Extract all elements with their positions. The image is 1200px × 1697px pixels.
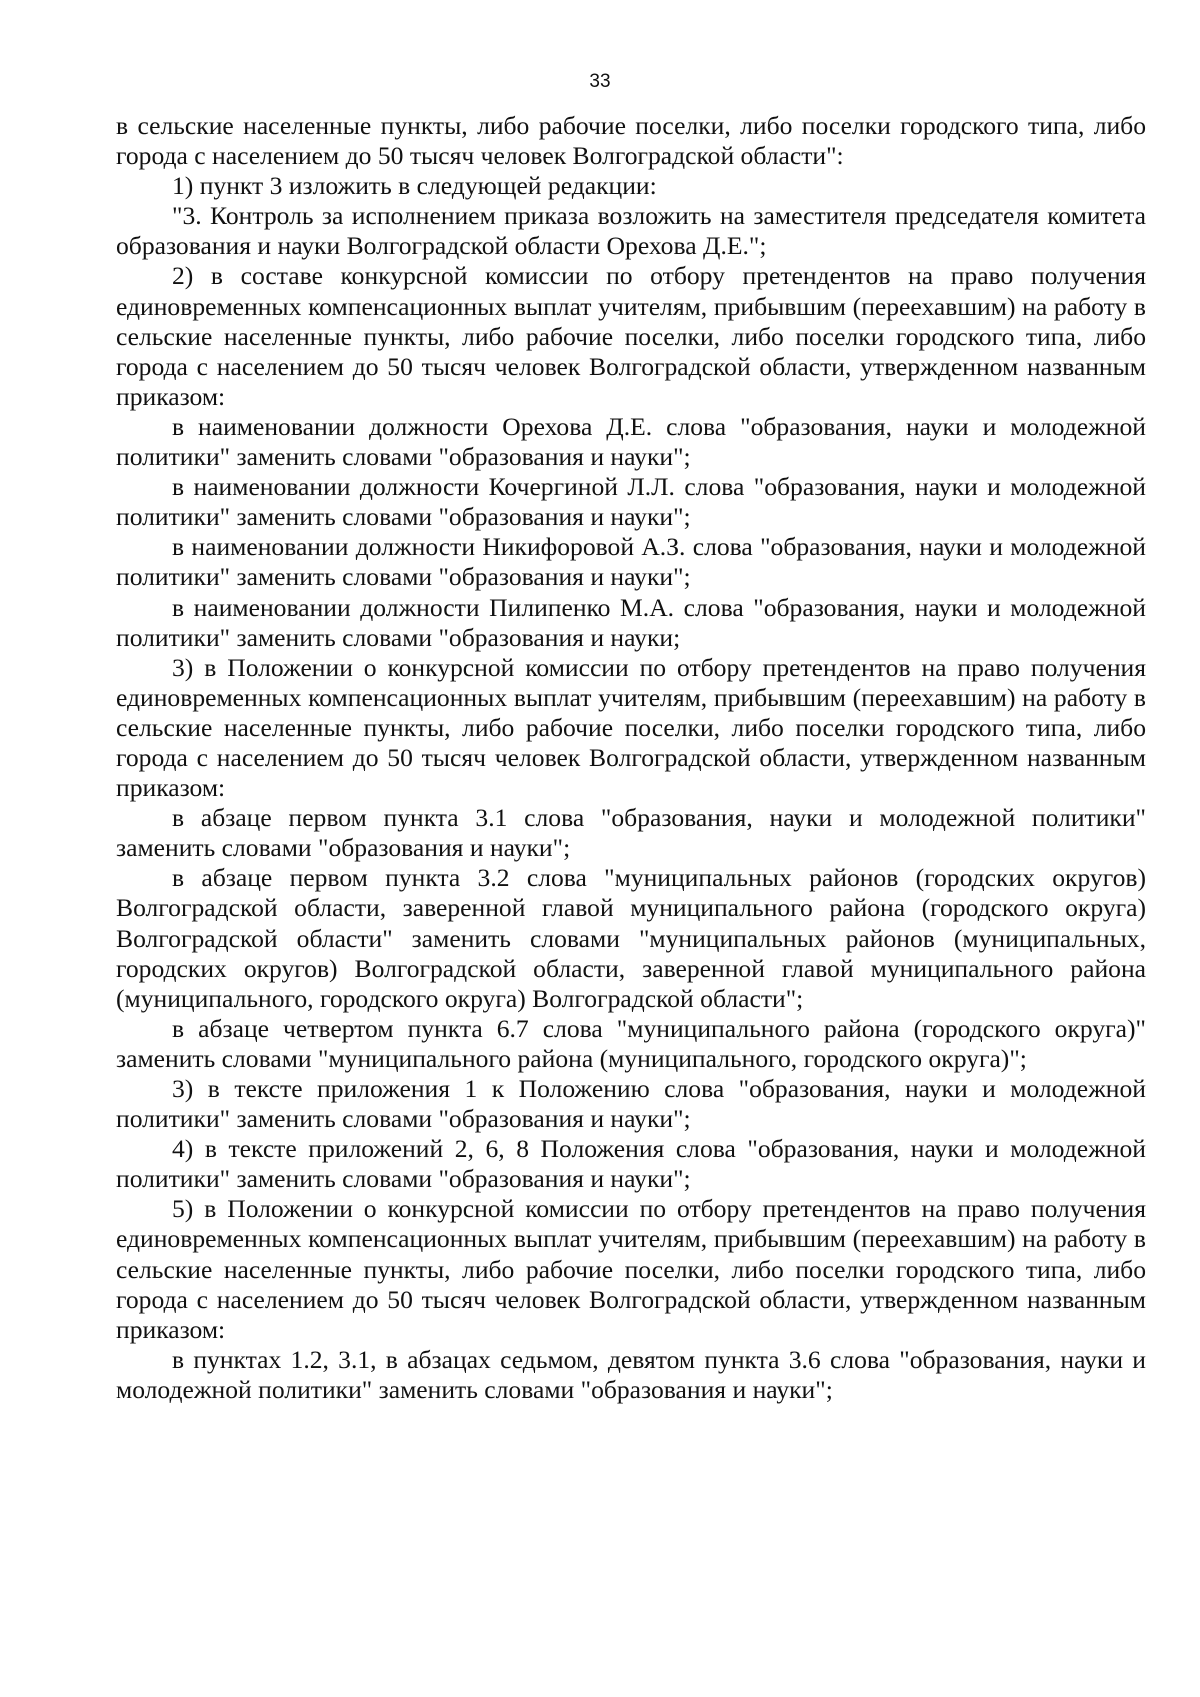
paragraph-item-5: 5) в Положении о конкурсной комиссии по отбору претендентов на право получения единовременных компенсационных выплат учителям, прибывшим (переехавшим) на работу в сельские населенные пункты, либо рабочие поселки, либо поселки городского типа, либо города с населением до 50 тысяч человек Волгоградской области, утвержденном названным приказом: xyxy=(116,1194,1146,1344)
paragraph-continuation: в сельские населенные пункты, либо рабочие поселки, либо поселки городского типа, либо города с населением до 50 тысяч человек Волгоградской области": xyxy=(116,111,1146,171)
page-number: 33 xyxy=(589,71,611,92)
paragraph-item-2-nikiforova: в наименовании должности Никифоровой А.З. слова "образования, науки и молодежной политики" заменить словами "образования и науки"; xyxy=(116,532,1146,592)
paragraph-item-3-point-3-2: в абзаце первом пункта 3.2 слова "муниципальных районов (городских округов) Волгоградской области, заверенной главой муниципального района (городского округа) Волгоградской области" заменить словами "муниципальных районов (муниципальных, городских округов) Волгоградской области, заверенной главой муниципального района (муниципального, городского округа) Волгоградской области"; xyxy=(116,863,1146,1013)
paragraph-item-2-orekhov: в наименовании должности Орехова Д.Е. слова "образования, науки и молодежной политики" заменить словами "образования и науки"; xyxy=(116,411,1146,472)
paragraph-item-2: 2) в составе конкурсной комиссии по отбору претендентов на право получения единовременных компенсационных выплат учителям, прибывшим (переехавшим) на работу в сельские населенные пункты, либо рабочие поселки, либо поселки городского типа, либо города с населением до 50 тысяч человек Волгоградской области, утвержденном названным приказом: xyxy=(116,261,1146,411)
document-body xyxy=(116,111,1146,1405)
paragraph-item-4: 4) в тексте приложений 2, 6, 8 Положения слова "образования, науки и молодежной политики" заменить словами "образования и науки"; xyxy=(116,1134,1146,1194)
paragraph-item-1-text: "3. Контроль за исполнением приказа возложить на заместителя председателя комитета образования и науки Волгоградской области Орехова Д.Е."; xyxy=(116,201,1146,261)
paragraph-item-3-point-3-1: в абзаце первом пункта 3.1 слова "образования, науки и молодежной политики" заменить словами "образования и науки"; xyxy=(116,803,1146,863)
paragraph-item-2-pilipenko: в наименовании должности Пилипенко М.А. слова "образования, науки и молодежной политики" заменить словами "образования и науки; xyxy=(116,592,1146,652)
paragraph-item-2-kochergina: в наименовании должности Кочергиной Л.Л. слова "образования, науки и молодежной политики" заменить словами "образования и науки"; xyxy=(116,472,1146,532)
paragraph-item-3-appendix-1: 3) в тексте приложения 1 к Положению слова "образования, науки и молодежной политики" заменить словами "образования и науки"; xyxy=(116,1074,1146,1134)
paragraph-item-3-point-6-7: в абзаце четвертом пункта 6.7 слова "муниципального района (городского округа)" заменить словами "муниципального района (муниципального, городского округа)"; xyxy=(116,1013,1146,1073)
paragraph-item-3: 3) в Положении о конкурсной комиссии по отбору претендентов на право получения единовременных компенсационных выплат учителям, прибывшим (переехавшим) на работу в сельские населенные пункты, либо рабочие поселки, либо поселки городского типа, либо города с населением до 50 тысяч человек Волгоградской области, утвержденном названным приказом: xyxy=(116,652,1146,803)
paragraph-item-1: 1) пункт 3 изложить в следующей редакции: xyxy=(172,171,657,201)
paragraph-item-5-points: в пунктах 1.2, 3.1, в абзацах седьмом, девятом пункта 3.6 слова "образования, науки и молодежной политики" заменить словами "образования и науки"; xyxy=(116,1344,1146,1404)
